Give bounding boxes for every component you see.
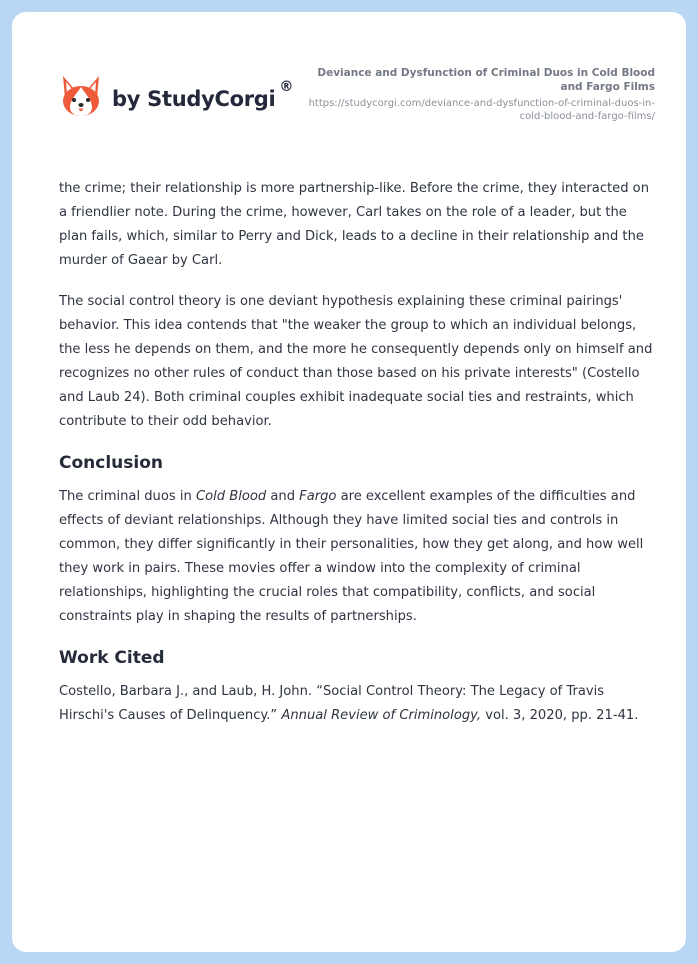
document-meta <box>295 66 655 123</box>
paragraph-social-control: The social control theory is one deviant hypothesis explaining these criminal pairings' behavior. This idea contends that "the weaker the group to which an individual belongs, the less he depends on them, and the more he consequently depends only on himself and recognizes no other rules of conduct than those based on his private interests" (Costello and Laub 24). Both criminal couples exhibit inadequate social ties and restraints, which contribute to their odd behavior. <box>59 294 653 429</box>
paragraph-conclusion: The criminal duos in Cold Blood and Fargo are excellent examples of the difficulties and effects of deviant relationships. Although they have limited social ties and controls in common, they differ significantly in their personalities, how they get along, and how well they work in pairs. These movies offer a window into the complexity of criminal relationships, highlighting the crucial roles that compatibility, conflicts, and social constraints play in shaping the results of partnerships. <box>59 489 644 624</box>
journal-title: Annual Review of Criminology, <box>281 708 482 723</box>
article-body <box>59 177 659 745</box>
conclusion-heading: Conclusion <box>59 453 163 473</box>
film-title-cold-blood: Cold Blood <box>195 489 267 504</box>
brand-name: by StudyCorgi <box>112 87 276 111</box>
document-url[interactable]: https://studycorgi.com/deviance-and-dysfunction-of-criminal-duos-in-cold-blood-and-fargo-films/ <box>308 98 655 122</box>
citation-entry: Costello, Barbara J., and Laub, H. John. “Social Control Theory: The Legacy of Travis Hirschi's Causes of Delinquency.” Annual Review of Criminology, vol. 3, 2020, pp. 21-41. <box>59 684 639 723</box>
document-title: Deviance and Dysfunction of Criminal Duos in Cold Blood and Fargo Films <box>317 67 655 93</box>
registered-mark: ® <box>279 79 294 95</box>
studycorgi-logo[interactable] <box>60 74 293 120</box>
film-title-fargo: Fargo <box>299 489 337 504</box>
document-page <box>12 12 686 952</box>
works-cited-heading: Work Cited <box>59 648 165 668</box>
paragraph-crime-partnership: the crime; their relationship is more partnership-like. Before the crime, they interacted on a friendlier note. During the crime, however, Carl takes on the role of a leader, but the plan fails, which, similar to Perry and Dick, leads to a decline in their relationship and the murder of Gaear by Carl. <box>59 181 649 268</box>
corgi-icon <box>60 74 102 120</box>
page-header <box>12 12 686 152</box>
